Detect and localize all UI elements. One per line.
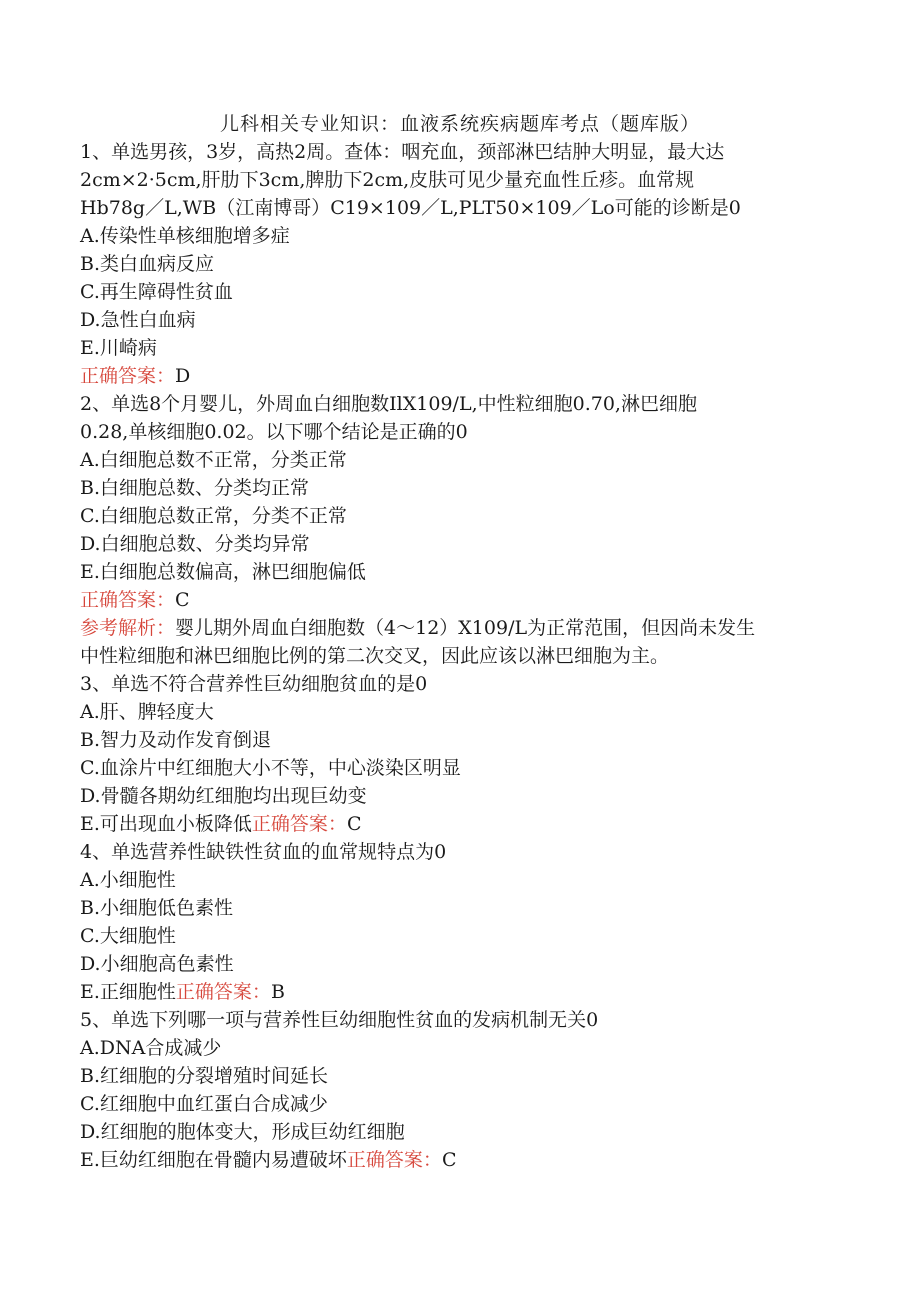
analysis bbox=[80, 614, 840, 642]
option-e: E.可出现血小板降低 bbox=[80, 813, 252, 835]
question-3 bbox=[80, 670, 840, 838]
question-stem-line: 3、单选不符合营养性巨幼细胞贫血的是0 bbox=[80, 673, 428, 695]
option-b: B.类白血病反应 bbox=[80, 253, 215, 275]
option-e-with-answer bbox=[80, 978, 840, 1006]
option-a: A.白细胞总数不正常，分类正常 bbox=[80, 449, 347, 471]
question-4 bbox=[80, 838, 840, 1006]
option-b: B.红细胞的分裂增殖时间延长 bbox=[80, 1065, 329, 1087]
question-stem-line: 2cm×2·5cm,肝肋下3cm,脾肋下2cm,皮肤可见少量充血性丘疹。血常规 bbox=[80, 169, 695, 191]
page-title: 儿科相关专业知识：血液系统疾病题库考点（题库版） bbox=[219, 113, 700, 135]
option-d: D.白细胞总数、分类均异常 bbox=[80, 533, 310, 555]
answer-value: C bbox=[175, 589, 190, 611]
answer-label: 正确答案： bbox=[175, 981, 271, 1003]
option-d: D.急性白血病 bbox=[80, 309, 196, 331]
option-c: C.大细胞性 bbox=[80, 925, 176, 947]
question-1 bbox=[80, 138, 840, 390]
answer-label: 正确答案： bbox=[80, 589, 176, 611]
question-stem-line: Hb78g／L,WB（江南博哥）C19×109／L,PLT50×109／Lo可能的诊断是0 bbox=[80, 197, 741, 219]
answer-label: 正确答案： bbox=[80, 365, 176, 387]
option-e: E.川崎病 bbox=[80, 337, 157, 359]
option-c: C.白细胞总数正常，分类不正常 bbox=[80, 505, 347, 527]
question-5 bbox=[80, 1006, 840, 1174]
option-c: C.再生障碍性贫血 bbox=[80, 281, 233, 303]
option-a: A.传染性单核细胞增多症 bbox=[80, 225, 290, 247]
question-2 bbox=[80, 390, 840, 670]
option-b: B.小细胞低色素性 bbox=[80, 897, 234, 919]
question-stem-line: 1、单选男孩，3岁，高热2周。查体：咽充血，颈部淋巴结肿大明显，最大达 bbox=[80, 141, 725, 163]
option-d: D.红细胞的胞体变大，形成巨幼红细胞 bbox=[80, 1121, 405, 1143]
analysis-continued: 中性粒细胞和淋巴细胞比例的第二次交叉，因此应该以淋巴细胞为主。 bbox=[80, 645, 670, 667]
analysis-text: 婴儿期外周血白细胞数（4～12）X109/L为正常范围，但因尚未发生 bbox=[175, 617, 756, 639]
question-list bbox=[80, 138, 840, 1174]
answer-label: 正确答案： bbox=[251, 813, 347, 835]
option-e-with-answer bbox=[80, 810, 840, 838]
answer-value: D bbox=[175, 365, 191, 387]
answer-value: C bbox=[441, 1149, 457, 1171]
correct-answer bbox=[80, 586, 840, 614]
analysis-label: 参考解析： bbox=[80, 617, 176, 639]
option-e: E.正细胞性 bbox=[80, 981, 176, 1003]
option-b: B.智力及动作发育倒退 bbox=[80, 729, 272, 751]
option-c: C.血涂片中红细胞大小不等，中心淡染区明显 bbox=[80, 757, 461, 779]
answer-value: B bbox=[270, 981, 285, 1003]
question-stem-line: 0.28,单核细胞0.02。以下哪个结论是正确的0 bbox=[80, 421, 468, 443]
answer-label: 正确答案： bbox=[346, 1149, 442, 1171]
option-d: D.小细胞高色素性 bbox=[80, 953, 234, 975]
option-a: A.DNA合成减少 bbox=[80, 1037, 222, 1059]
option-a: A.肝、脾轻度大 bbox=[80, 701, 214, 723]
correct-answer bbox=[80, 362, 840, 390]
option-b: B.白细胞总数、分类均正常 bbox=[80, 477, 310, 499]
option-d: D.骨髓各期幼红细胞均出现巨幼变 bbox=[80, 785, 367, 807]
answer-value: C bbox=[346, 813, 362, 835]
option-e-with-answer bbox=[80, 1146, 840, 1174]
option-a: A.小细胞性 bbox=[80, 869, 176, 891]
option-c: C.红细胞中血红蛋白合成减少 bbox=[80, 1093, 328, 1115]
question-stem-line: 5、单选下列哪一项与营养性巨幼细胞性贫血的发病机制无关0 bbox=[80, 1009, 599, 1031]
option-e: E.巨幼红细胞在骨髓内易遭破坏 bbox=[80, 1149, 347, 1171]
question-stem-line: 4、单选营养性缺铁性贫血的血常规特点为0 bbox=[80, 841, 447, 863]
question-stem-line: 2、单选8个月婴儿，外周血白细胞数IlX109/L,中性粒细胞0.70,淋巴细胞 bbox=[80, 393, 697, 415]
option-e: E.白细胞总数偏高，淋巴细胞偏低 bbox=[80, 561, 366, 583]
